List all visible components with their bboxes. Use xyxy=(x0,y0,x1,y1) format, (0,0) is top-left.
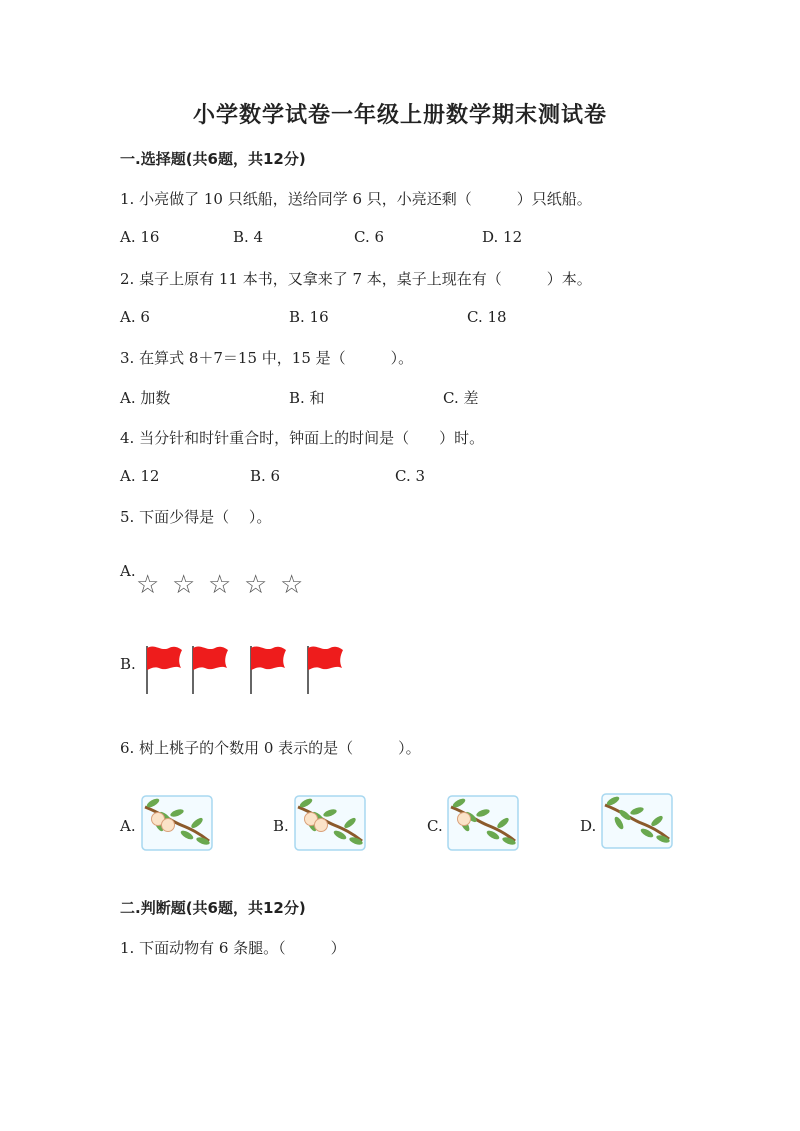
section-heading-judgement: 二.判断题(共6题，共12分) xyxy=(120,899,306,917)
q2-option-b[interactable]: B. 16 xyxy=(289,308,329,326)
star-icon: ☆ xyxy=(172,570,196,600)
q1-option-a[interactable]: A. 16 xyxy=(120,228,160,246)
q1-option-b[interactable]: B. 4 xyxy=(233,228,264,246)
q5-option-b[interactable]: B. xyxy=(120,655,136,673)
question-2: 2. 桌子上原有 11 本书，又拿来了 7 本，桌子上现在有（ ）本。 xyxy=(120,270,592,288)
star-icon: ☆ xyxy=(280,570,304,600)
peach-branch-picture xyxy=(447,795,519,851)
judgement-question-1: 1. 下面动物有 6 条腿。（ ） xyxy=(120,939,346,957)
red-flag-icon xyxy=(143,640,185,696)
red-flag-icon xyxy=(247,640,289,696)
q4-option-c[interactable]: C. 3 xyxy=(395,467,426,485)
question-3: 3. 在算式 8＋7＝15 中，15 是（ ）。 xyxy=(120,349,414,367)
question-6: 6. 树上桃子的个数用 0 表示的是（ ）。 xyxy=(120,739,421,757)
q1-option-c[interactable]: C. 6 xyxy=(354,228,385,246)
q5-option-a[interactable]: A. xyxy=(120,562,136,580)
q4-option-b[interactable]: B. 6 xyxy=(250,467,281,485)
peach-branch-picture xyxy=(141,795,213,851)
q3-option-b[interactable]: B. 和 xyxy=(289,389,325,407)
q6-option-c[interactable]: C. xyxy=(427,817,443,835)
star-icon: ☆ xyxy=(208,570,232,600)
page-title: 小学数学试卷一年级上册数学期末测试卷 xyxy=(192,102,607,128)
red-flag-icon xyxy=(304,640,346,696)
question-5: 5. 下面少得是（ ）。 xyxy=(120,508,272,526)
peach-branch-picture xyxy=(294,795,366,851)
star-icon: ☆ xyxy=(136,570,160,600)
question-4: 4. 当分针和时针重合时，钟面上的时间是（ ）时。 xyxy=(120,429,485,447)
red-flag-icon xyxy=(189,640,231,696)
q3-option-a[interactable]: A. 加数 xyxy=(120,389,171,407)
q2-option-c[interactable]: C. 18 xyxy=(467,308,507,326)
q6-option-d[interactable]: D. xyxy=(580,817,597,835)
section-heading-choice: 一.选择题(共6题，共12分) xyxy=(120,150,306,168)
q3-option-c[interactable]: C. 差 xyxy=(443,389,479,407)
peach-branch-picture xyxy=(601,793,673,849)
q1-option-d[interactable]: D. 12 xyxy=(482,228,523,246)
q4-option-a[interactable]: A. 12 xyxy=(120,467,160,485)
q6-option-a[interactable]: A. xyxy=(120,817,136,835)
star-icon: ☆ xyxy=(244,570,268,600)
question-1: 1. 小亮做了 10 只纸船，送给同学 6 只，小亮还剩（ ）只纸船。 xyxy=(120,190,592,208)
flag-row xyxy=(143,640,373,700)
q2-option-a[interactable]: A. 6 xyxy=(120,308,150,326)
q6-option-b[interactable]: B. xyxy=(273,817,289,835)
